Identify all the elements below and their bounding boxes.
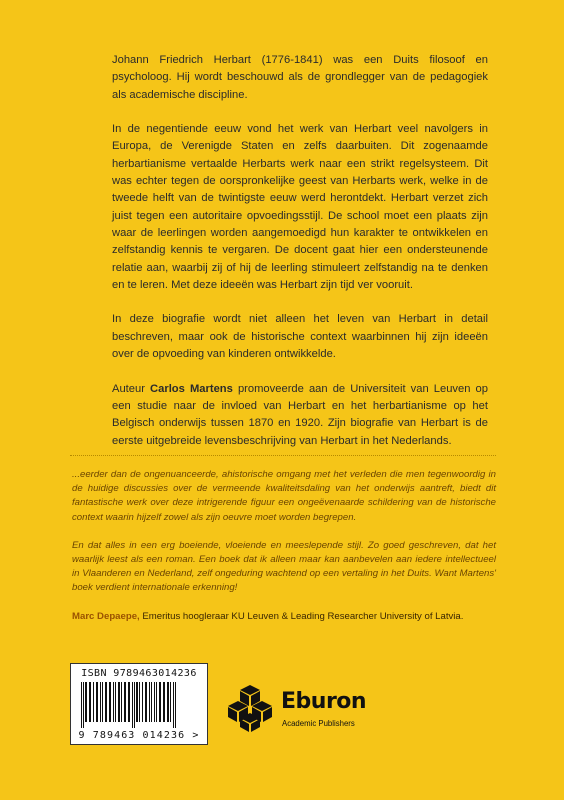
section-divider: [70, 455, 496, 456]
barcode-bar: [105, 682, 107, 722]
author-bio-prefix: Auteur: [112, 382, 151, 395]
barcode-bar: [175, 682, 176, 728]
barcode-bar: [170, 682, 171, 722]
barcode-bar: [100, 682, 101, 722]
barcode-bar: [102, 682, 103, 722]
barcode-bar: [83, 682, 84, 728]
author-bio-text: promoveerde aan de Universiteit van Leuven op een studie naar de invloed van Herbart en het herbartianisme op het Belgisch onderwijs tussen 1870 en 1920. Zijn biografie van Herbart is de eerste uitgebreide levensbeschrijving van Herbart in het Nederlands.: [112, 382, 488, 447]
barcode-bar: [163, 682, 165, 722]
barcode-bar: [121, 682, 122, 722]
barcode-bar: [134, 682, 135, 728]
blurb-paragraph-3: In deze biografie wordt niet alleen het leven van Herbart in detail beschreven, maar ook de historische context waarbinnen hij zijn ideeën over de opvoeding van kinderen ontwikkelde.: [112, 313, 488, 361]
barcode-bar: [113, 682, 114, 722]
stacked-cubes-icon: [225, 683, 275, 733]
blurb-paragraph-2: In de negentiende eeuw vond het werk van Herbart veel navolgers in Europa, de Verenigde Staten en zelfs daarbuiten. Dit zogenaamde herbartianisme vertaalde Herbarts werk naar een strikt regelsysteem. Dit was echter tegen de oorspronkelijke geest van Herbarts werk, welke in de tweede helft van de twintigste eeuw werd herontdekt. Herbart verzet zich juist tegen een autoritaire opvoedingsstijl. De school moet een plaats zijn waar de leerlingen worden aangemoedigd hun karakter te ontwikkelen en zelfstandig kennis te vergaren. De docent gaat hier een ondersteunende relatie aan, waarbij zij of hij de leerling stimuleert zelfstandig na te denken en te leren. Met deze ideeën was Herbart zijn tijd ver vooruit.: [112, 123, 488, 291]
barcode-bar: [128, 682, 130, 722]
barcode-bar: [81, 682, 82, 728]
isbn-label: ISBN 9789463014236: [81, 668, 197, 679]
author-name: Carlos Martens: [150, 382, 233, 395]
barcode-bar: [145, 682, 147, 722]
reviewer-name: Marc Depaepe,: [72, 610, 140, 622]
barcode-bar: [156, 682, 157, 722]
isbn-barcode: [70, 663, 208, 745]
barcode-bar: [89, 682, 91, 722]
barcode-bar: [136, 682, 138, 722]
publisher-name: Eburon: [281, 689, 367, 714]
barcode-bar: [85, 682, 87, 722]
reviewer-signature: [72, 610, 496, 624]
barcode-bar: [96, 682, 98, 722]
reviewer-title: Emeritus hoogleraar KU Leuven & Leading Researcher University of Latvia.: [139, 610, 464, 622]
review-quote-2: En dat alles in een erg boeiende, vloeiende en meeslepende stijl. Zo goed geschreven, dat het waarlijk leest als een roman. Een boek dat ik alleen maar kan aanbevelen aan iedere intellectueel in Vlaanderen en Nederland, zelf ongeduring wachtend op een vertaling in het Duits. Want Martens' boek verdient internationale erkenning!: [72, 539, 496, 594]
barcode-bar: [115, 682, 116, 722]
barcode-bar: [159, 682, 161, 722]
barcode-bar: [93, 682, 94, 722]
blurb-text: [112, 52, 488, 467]
publisher-subtitle: Academic Publishers: [282, 719, 355, 728]
barcode-bar: [109, 682, 111, 722]
barcode-bar: [139, 682, 140, 722]
author-bio: [112, 381, 488, 450]
blurb-paragraph-1: Johann Friedrich Herbart (1776-1841) was een Duits filosoof en psycholoog. Hij wordt beschouwd als de grondlegger van de pedagogiek als academische discipline.: [112, 54, 488, 101]
barcode-bar: [118, 682, 120, 722]
publisher-logo: [225, 683, 375, 733]
barcode-bars: [77, 682, 203, 728]
barcode-bar: [151, 682, 152, 722]
barcode-bar: [142, 682, 143, 722]
barcode-bar: [173, 682, 174, 728]
barcode-bar: [132, 682, 133, 728]
barcode-bar: [149, 682, 150, 722]
barcode-digits: 9 789463 014236 >: [78, 730, 200, 741]
review-block: [72, 468, 496, 624]
barcode-bar: [167, 682, 169, 722]
review-quote-1: ...eerder dan de ongenuanceerde, ahistorische omgang met het verleden die men tegenwoordig in de huidige discussies over de vermeende kwaliteitsdaling van het onderwijs aantreft, biedt dit fantastische werk over deze intrigerende figuur een ongeëvenaarde schildering van de historische context waarin hijzelf zowel als zijn oeuvre moet worden begrepen.: [72, 469, 496, 523]
barcode-bar: [124, 682, 126, 722]
barcode-bar: [154, 682, 155, 722]
